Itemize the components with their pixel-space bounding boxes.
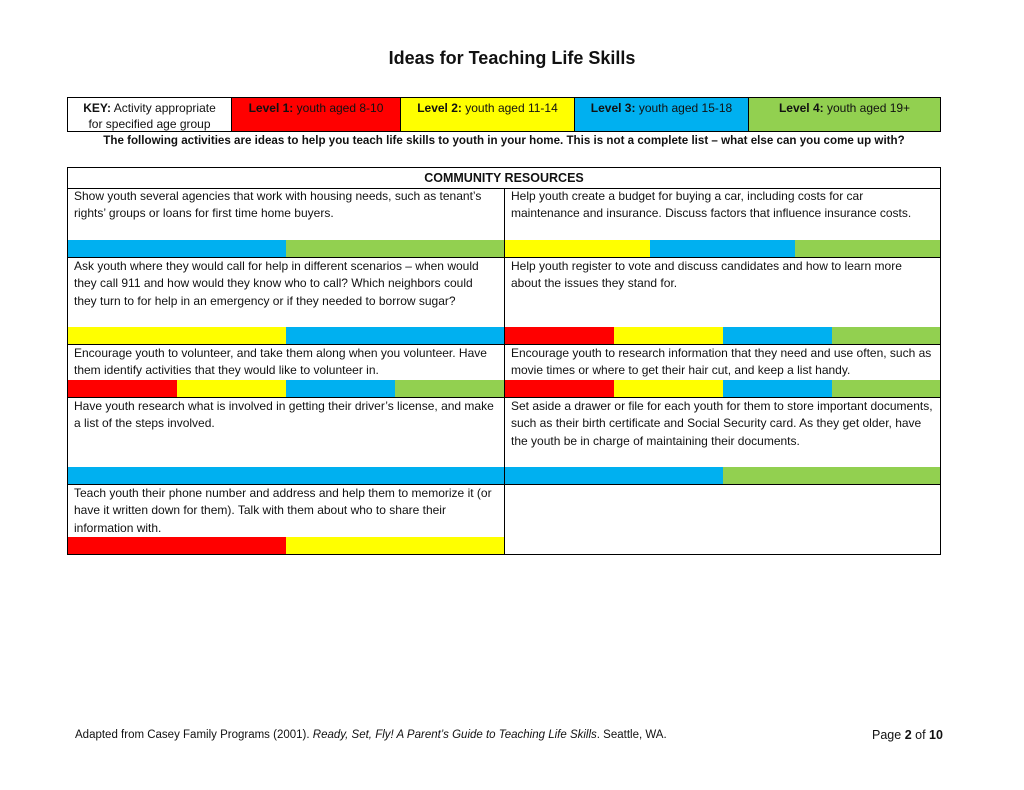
activity-cell: Encourage youth to volunteer, and take them along when you volunteer. Have them identify activities that they would like to volunteer in.	[74, 346, 487, 378]
footer-citation	[75, 729, 667, 741]
community-resources-table	[67, 167, 941, 555]
key-level-2-name: Level 2:	[417, 101, 462, 115]
level-2-marker	[614, 327, 723, 344]
level-strip	[505, 467, 940, 484]
level-3-marker	[68, 240, 286, 257]
level-1-marker	[505, 327, 614, 344]
activity-cell: Show youth several agencies that work with housing needs, such as tenant’s rights’ groups or loans for first time home buyers.	[74, 189, 482, 221]
activity-cell: Encourage youth to research information that they need and use often, such as movie times or where to get their hair cut, and keep a list handy.	[511, 346, 932, 378]
key-level-3	[575, 98, 749, 131]
key-level-4-desc: youth aged 19+	[826, 101, 911, 115]
level-4-marker	[723, 467, 940, 484]
level-3-marker	[286, 327, 504, 344]
level-2-marker	[68, 327, 286, 344]
level-3-marker	[286, 380, 395, 397]
key-level-4-name: Level 4:	[778, 101, 824, 115]
citation-title: Ready, Set, Fly! A Parent’s Guide to Teaching Life Skills	[312, 729, 597, 741]
key-label-bold: KEY:	[83, 101, 112, 115]
key-label-line2: for specified age group	[88, 117, 211, 131]
page-word: Page	[872, 728, 902, 742]
key-level-1-name: Level 1:	[248, 101, 294, 115]
level-2-marker	[177, 380, 286, 397]
level-strip	[68, 327, 504, 344]
level-2-marker	[614, 380, 723, 397]
activity-cell: Set aside a drawer or file for each youth for them to store important documents, such as their birth certificate and Social Security card. As they get older, have the youth be in charge of maintaining their documents.	[511, 399, 933, 448]
key-level-1-desc: youth aged 8-10	[296, 101, 384, 115]
key-label-cell	[68, 98, 232, 131]
page-number	[872, 728, 943, 742]
level-strip	[68, 380, 504, 397]
activity-cell: Ask youth where they would call for help in different scenarios – when would they call 911 and how would they know who to call? Which neighbors could they turn to for help in an emergency or if they needed to borrow sugar?	[74, 259, 479, 308]
level-strip	[68, 537, 504, 554]
activity-cell: Help youth register to vote and discuss candidates and how to learn more about the issues they stand for.	[511, 259, 902, 291]
level-4-marker	[795, 240, 940, 257]
page-title: Ideas for Teaching Life Skills	[388, 48, 636, 68]
level-4-marker	[832, 380, 940, 397]
activity-cell: Teach youth their phone number and address and help them to memorize it (or have it written down for them). Talk with them about who to share their information with.	[74, 486, 492, 535]
key-level-3-desc: youth aged 15-18	[638, 101, 733, 115]
page-of: of	[915, 728, 926, 742]
key-level-3-name: Level 3:	[590, 101, 636, 115]
section-header: COMMUNITY RESOURCES	[68, 168, 940, 189]
activity-cell: Help youth create a budget for buying a car, including costs for car maintenance and insurance. Discuss factors that influence insurance costs.	[511, 189, 912, 221]
level-1-marker	[68, 380, 177, 397]
level-2-marker	[505, 240, 650, 257]
level-strip	[505, 327, 940, 344]
page-current: 2	[904, 728, 912, 742]
citation-source: Adapted from Casey Family Programs (2001).	[75, 729, 310, 741]
level-3-marker	[68, 467, 504, 484]
level-3-marker	[723, 327, 832, 344]
level-1-marker	[68, 537, 286, 554]
key-table	[67, 97, 941, 132]
citation-location: . Seattle, WA.	[596, 729, 667, 741]
key-label-text: Activity appropriate	[113, 101, 216, 115]
key-level-1	[232, 98, 401, 131]
level-4-marker	[832, 327, 940, 344]
page-total: 10	[929, 728, 943, 742]
level-2-marker	[286, 537, 504, 554]
level-4-marker	[395, 380, 504, 397]
level-strip	[505, 380, 940, 397]
level-strip	[505, 240, 940, 257]
key-level-2	[401, 98, 575, 131]
key-level-2-desc: youth aged 11-14	[465, 101, 558, 115]
level-strip	[68, 240, 504, 257]
activity-cell: Have youth research what is involved in getting their driver’s license, and make a list of the steps involved.	[74, 399, 494, 431]
level-3-marker	[650, 240, 795, 257]
level-3-marker	[505, 467, 723, 484]
level-3-marker	[723, 380, 832, 397]
level-1-marker	[505, 380, 614, 397]
level-4-marker	[286, 240, 504, 257]
level-strip	[68, 467, 504, 484]
intro-text: The following activities are ideas to help you teach life skills to youth in your home. This is not a complete list – what else can you come up with?	[103, 134, 905, 147]
key-level-4	[749, 98, 940, 131]
